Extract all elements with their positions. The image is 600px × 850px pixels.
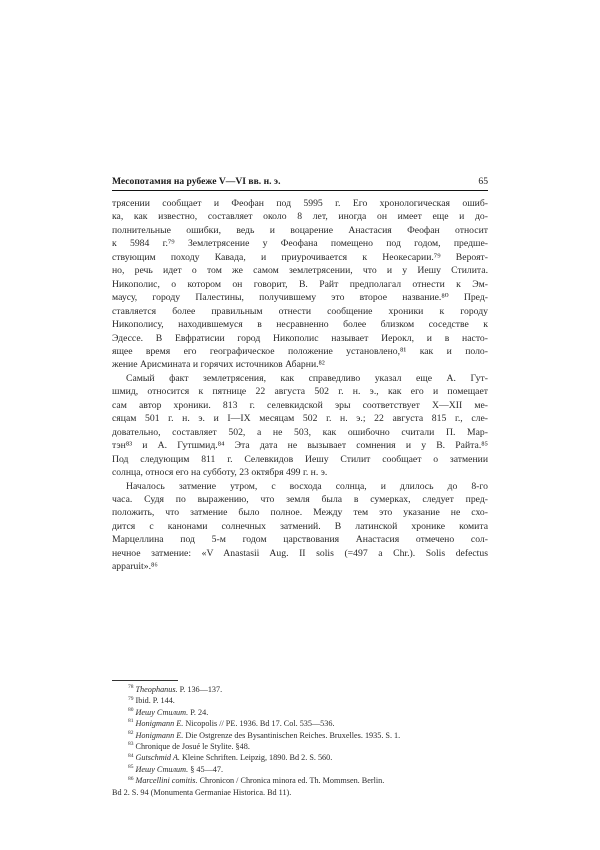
- footnote-number: 82: [128, 729, 134, 736]
- footnote-author: Honigmann E.: [135, 730, 184, 740]
- footnote-text: Chronicon / Chronica minora ed. Th. Mommsen. Berlin.: [199, 776, 385, 786]
- footnote-number: 83: [128, 741, 134, 748]
- text-line: полнительные ошибки, ведь и воцарение Анастасия Феофан относит: [112, 224, 488, 236]
- footnote: [112, 730, 488, 741]
- footnote-text: Kleine Schriften. Leipzig, 1890. Bd 2. S. 560.: [181, 753, 333, 763]
- footnote-text: § 45—47.: [190, 764, 224, 774]
- text-line: тэн⁸³ и А. Гутшмид.⁸⁴ Эта дата не вызывает сомнения и у В. Райта.⁸⁵: [112, 440, 488, 452]
- footnote-text: Die Ostgrenze des Bysantinischen Reiches. Bruxelles. 1935. S. 1.: [185, 730, 401, 740]
- text-line: к 5984 г.⁷⁹ Землетрясение у Феофана помещено под годом, предше-: [112, 238, 488, 250]
- footnote-text: P. 136—137.: [179, 685, 223, 694]
- paragraph: [112, 480, 488, 574]
- footnote: [112, 764, 488, 775]
- text-line: дится с канонами солнечных затмений. В латинской хронике комита: [112, 520, 488, 532]
- text-line: положить, что затмение было полное. Между тем это указание не схо-: [112, 507, 488, 519]
- text-line: маусу, городу Палестины, получившему это второе название.⁸⁰ Пред-: [112, 292, 488, 304]
- footnote: [112, 752, 488, 763]
- text-line: нечное затмение: «V Anastasii Aug. II solis (=497 a Chr.). Solis defectus: [112, 547, 488, 559]
- footnote-author: Theophanus.: [135, 685, 178, 694]
- text-line: сяцам 501 г. н. э. и I—IX месяцам 502 г. н. э.; 22 августа 815 г., сле-: [112, 413, 488, 425]
- footnote-author: Honigmann E.: [135, 719, 184, 729]
- footnote: [112, 741, 488, 752]
- body-text: [112, 197, 488, 574]
- footnote: [112, 718, 488, 729]
- text-line: довательно, составляет 502, а не 503, как ошибочно считали П. Мар-: [112, 426, 488, 438]
- text-line: солнца, относя его на субботу, 23 октября 499 г. н. э.: [112, 467, 328, 479]
- footnote-author: Marcellini comitis.: [135, 776, 198, 786]
- footnote: [112, 707, 488, 718]
- text-line: часа. Судя по выражению, что земля была в сумерках, следует пред-: [112, 493, 488, 505]
- footnote: [112, 695, 488, 706]
- footnote: [112, 684, 488, 695]
- footnote-text: Nicopolis // PE. 1936. Bd 17. Col. 535—536.: [185, 719, 335, 729]
- text-line: но, речь идет о том же самом землетрясении, что и у Иешу Стилита.: [112, 265, 488, 277]
- footnote-text: Ibid. P. 144.: [135, 696, 175, 706]
- footnotes: [112, 684, 488, 798]
- footnote-author: Иешу Стилит.: [135, 707, 189, 717]
- text-line: ставляется более правильным отнести сообщение хроники к городу: [112, 305, 488, 317]
- paragraph: [112, 372, 488, 480]
- paragraph: [112, 197, 488, 372]
- text-line: Самый факт землетрясения, как справедливо указал еще А. Гут-: [126, 372, 488, 384]
- running-head-title: Месопотамия на рубеже V—VI вв. н. э.: [112, 176, 281, 187]
- footnote-author: Иешу Стилит.: [135, 764, 189, 774]
- text-line: Марцеллина под 5-м годом царствования Анастасия отмечено сол-: [112, 534, 488, 546]
- text-line: ящее время его географическое положение установлено,⁸¹ как и поло-: [112, 345, 488, 357]
- footnote-continuation: Bd 2. S. 94 (Monumenta Germaniae Historica. Bd 11).: [112, 787, 292, 797]
- text-line: ствующим походу Кавада, и приурочивается к Неокесарии.⁷⁹ Вероят-: [112, 251, 488, 263]
- text-line: Под следующим 811 г. Селевкидов Иешу Стилит сообщает о затмении: [112, 453, 488, 465]
- text-line: Началось затмение утром, с восхода солнца, и длилось до 8-го: [126, 480, 488, 492]
- footnote-number: 81: [128, 718, 134, 725]
- text-line: Эдессе. В Евфратисии город Никополис называет Иерокл, и в насто-: [112, 332, 488, 344]
- footnote-number: 79: [128, 695, 134, 702]
- running-head: [112, 174, 488, 191]
- footnote-author: Gutschmid A.: [135, 753, 180, 763]
- footnote-number: 84: [128, 752, 134, 759]
- footnote-number: 85: [128, 764, 134, 771]
- text-line: трясении сообщает и Феофан под 5995 г. Его хронологическая ошиб-: [112, 198, 488, 209]
- text-line: apparuit».⁸⁶: [112, 561, 158, 573]
- footnote-text: P. 24.: [190, 707, 209, 717]
- text-line: сам автор хроники. 813 г. селевкидской эры соответствует X—XII ме-: [112, 399, 488, 411]
- text-line: жение Арисмината и горячих источников Абарни.⁸²: [112, 359, 325, 371]
- footnote-text: Chronique de Josué le Stylite. §48.: [135, 742, 250, 752]
- text-line: шмид, относится к пятнице 22 августа 502 г. н. э., как его и помещает: [112, 386, 488, 398]
- text-line: Никополису, находившемуся в несравненно более близком соседстве к: [112, 319, 488, 331]
- footnote-rule: [112, 680, 178, 681]
- page-number: 65: [478, 176, 488, 187]
- footnote-number: 78: [128, 684, 134, 691]
- footnote: [112, 775, 488, 786]
- text-line: ка, как известно, составляет около 8 лет, иногда он имеет еще и до-: [112, 211, 488, 223]
- footnote-number: 86: [128, 775, 134, 782]
- footnote-number: 80: [128, 707, 134, 714]
- text-line: Никополис, о котором он говорит, В. Райт предполагал отнести к Эм-: [112, 278, 488, 290]
